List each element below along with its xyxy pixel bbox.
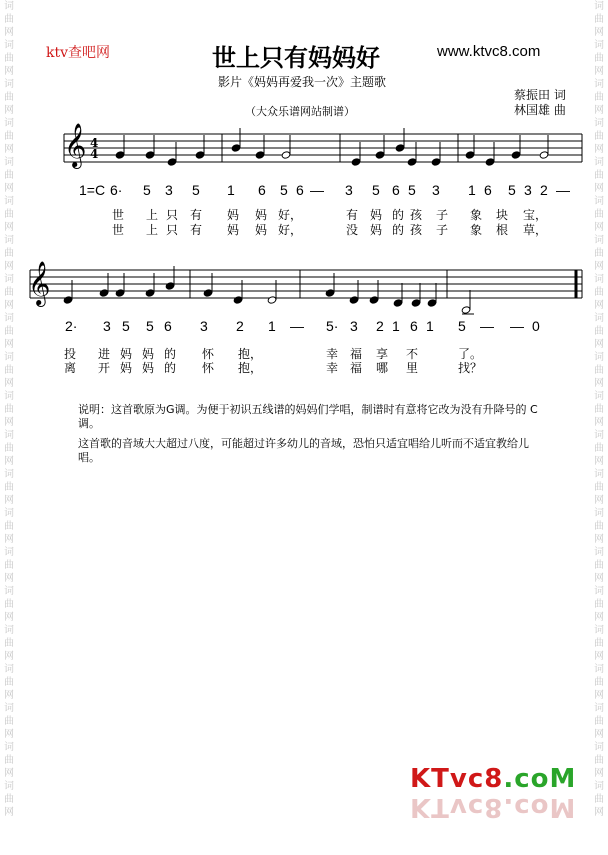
lyric-verse-1: 享 [376, 347, 389, 361]
note-head [145, 289, 155, 297]
watermark-glyph: 词 [594, 547, 604, 558]
treble-clef-2: 𝄞 [28, 261, 51, 305]
site-logo-reflection: KTvc8.coM [410, 792, 577, 822]
watermark-glyph: 词 [4, 547, 14, 558]
lyric-verse-1: 块 [496, 208, 509, 222]
lyric-verse-1: 上 [146, 208, 159, 222]
watermark-glyph: 网 [4, 339, 14, 350]
watermark-glyph: 网 [4, 534, 14, 545]
watermark-glyph: 曲 [594, 560, 604, 571]
note-head [407, 158, 417, 166]
watermark-glyph: 词 [594, 40, 604, 51]
lyric-verse-1: 只 [166, 208, 179, 222]
jianpu-note: 6 [484, 182, 492, 198]
watermark-glyph: 词 [4, 742, 14, 753]
watermark-glyph: 网 [594, 612, 604, 623]
watermark-glyph: 词 [594, 781, 604, 792]
jianpu-note: — [556, 182, 570, 198]
note-head [203, 289, 213, 297]
watermark-glyph: 词 [4, 586, 14, 597]
note-head [115, 289, 125, 297]
lyric-verse-1: 进 [98, 347, 111, 361]
note-head [195, 151, 205, 159]
watermark-glyph: 词 [4, 430, 14, 441]
lyric-verse-2: 抱， [238, 361, 263, 375]
watermark-glyph: 网 [4, 105, 14, 116]
watermark-glyph: 词 [594, 742, 604, 753]
lyric-verse-1: 象 [470, 208, 483, 222]
note-paragraph-1: 说明：这首歌原为G调。为便于初识五线谱的妈妈们学唱，制谱时有意将它改为没有升降号的 C 调。 [78, 403, 538, 430]
watermark-glyph: 曲 [4, 365, 14, 376]
lyric-verse-1: 幸 [326, 347, 339, 361]
jianpu-note: 5 [280, 182, 288, 198]
watermark-glyph: 曲 [4, 443, 14, 454]
lyric-verse-2: 离 [64, 361, 77, 375]
lyric-verse-2: 妈 [227, 223, 240, 237]
watermark-glyph: 曲 [4, 794, 14, 805]
lyric-verse-1: 妈 [370, 208, 383, 222]
watermark-glyph: 曲 [4, 287, 14, 298]
lyric-verse-2: 里 [406, 361, 419, 375]
watermark-glyph: 词 [4, 79, 14, 90]
jianpu-note: 3 [432, 182, 440, 198]
lyric-verse-2: 的 [392, 223, 405, 237]
note-paragraph-2: 这首歌的音域大大超过八度，可能超过许多幼儿的音域，恐怕只适宜唱给儿听而不适宜教给儿唱。 [78, 437, 529, 464]
watermark-glyph: 网 [4, 144, 14, 155]
watermark-glyph: 曲 [594, 794, 604, 805]
lyric-verse-2: 妈 [255, 223, 268, 237]
lyric-verse-2: 怀 [202, 361, 215, 375]
note-head [351, 158, 361, 166]
watermark-glyph: 词 [594, 118, 604, 129]
watermark-glyph: 网 [594, 768, 604, 779]
treble-clef-1: 𝄞 [64, 123, 87, 167]
jianpu-note: 3 [350, 318, 358, 334]
watermark-glyph: 网 [594, 144, 604, 155]
jianpu-note: 2· [65, 318, 78, 334]
watermark-glyph: 网 [594, 261, 604, 272]
jianpu-note: 5 [122, 318, 130, 334]
watermark-glyph: 网 [594, 807, 604, 818]
watermark-glyph: 词 [594, 469, 604, 480]
watermark-glyph: 曲 [4, 716, 14, 727]
watermark-glyph: 词 [594, 508, 604, 519]
lyric-verse-1: 子 [436, 208, 449, 222]
watermark-glyph: 曲 [594, 404, 604, 415]
lyric-verse-1: 抱， [238, 347, 263, 361]
watermark-glyph: 网 [594, 534, 604, 545]
note-head [267, 296, 277, 304]
jianpu-note: 0 [532, 318, 540, 334]
watermark-glyph: 网 [594, 183, 604, 194]
watermark-glyph: 网 [4, 183, 14, 194]
note-head [167, 158, 177, 166]
note-head [231, 144, 241, 152]
jianpu-note: 1 [468, 182, 476, 198]
watermark-glyph: 词 [4, 274, 14, 285]
watermark-glyph: 词 [594, 391, 604, 402]
lyric-verse-1: 的 [164, 347, 177, 361]
watermark-glyph: 词 [4, 313, 14, 324]
jianpu-note: 1 [392, 318, 400, 334]
watermark-glyph: 网 [4, 573, 14, 584]
site-url[interactable]: www.ktvc8.com [437, 43, 541, 60]
note-head [145, 151, 155, 159]
watermark-glyph: 曲 [4, 326, 14, 337]
watermark-glyph: 词 [4, 118, 14, 129]
lyric-verse-1: 妈 [255, 208, 268, 222]
lyric-verse-2: 子 [436, 223, 449, 237]
watermark-glyph: 曲 [594, 209, 604, 220]
watermark-glyph: 词 [594, 157, 604, 168]
jianpu-note: — [480, 318, 494, 334]
watermark-glyph: 词 [594, 625, 604, 636]
jianpu-note: 6 [392, 182, 400, 198]
watermark-glyph: 词 [594, 79, 604, 90]
jianpu-note: — [290, 318, 304, 334]
jianpu-note: 6 [296, 182, 304, 198]
jianpu-note: 2 [236, 318, 244, 334]
note-head [99, 289, 109, 297]
lyric-verse-1: 投 [64, 347, 77, 361]
lyric-verse-2: 妈 [120, 361, 133, 375]
lyric-verse-2: 只 [166, 223, 179, 237]
jianpu-note: 6 [164, 318, 172, 334]
watermark-glyph: 词 [4, 1, 14, 12]
watermark-glyph: 曲 [4, 170, 14, 181]
watermark-glyph: 词 [4, 391, 14, 402]
jianpu-note: 3 [165, 182, 173, 198]
watermark-glyph: 网 [4, 417, 14, 428]
watermark-glyph: 网 [594, 66, 604, 77]
watermark-glyph: 曲 [594, 170, 604, 181]
watermark-glyph: 曲 [594, 14, 604, 25]
watermark-glyph: 曲 [4, 677, 14, 688]
lyric-verse-2: 好， [278, 223, 303, 237]
lyric-verse-2: 有 [190, 223, 203, 237]
watermark-glyph: 网 [4, 651, 14, 662]
lyric-verse-2: 没 [346, 223, 359, 237]
jianpu-note: 5 [458, 318, 466, 334]
note-head [539, 151, 549, 159]
watermark-glyph: 曲 [4, 521, 14, 532]
note-head [393, 299, 403, 307]
note-head [427, 299, 437, 307]
watermark-glyph: 网 [4, 690, 14, 701]
watermark-glyph: 网 [594, 651, 604, 662]
jianpu-note: 1 [426, 318, 434, 334]
watermark-glyph: 词 [4, 196, 14, 207]
watermark-glyph: 网 [4, 378, 14, 389]
watermark-glyph: 网 [4, 300, 14, 311]
lyric-verse-2: 妈 [370, 223, 383, 237]
note-head [375, 151, 385, 159]
watermark-glyph: 曲 [594, 53, 604, 64]
watermark-glyph: 曲 [594, 287, 604, 298]
watermark-glyph: 词 [4, 40, 14, 51]
note-head [325, 289, 335, 297]
note-head [465, 151, 475, 159]
lyric-verse-2: 象 [470, 223, 483, 237]
watermark-glyph: 曲 [4, 755, 14, 766]
note-head [485, 158, 495, 166]
watermark-glyph: 词 [4, 235, 14, 246]
lyric-verse-1: 孩 [410, 208, 423, 222]
watermark-glyph: 曲 [594, 599, 604, 610]
watermark-glyph: 曲 [4, 248, 14, 259]
watermark-glyph: 曲 [4, 560, 14, 571]
note-head [281, 151, 291, 159]
watermark-glyph: 词 [594, 352, 604, 363]
watermark-glyph: 曲 [4, 209, 14, 220]
lyric-verse-2: 孩 [410, 223, 423, 237]
lyric-verse-1: 福 [350, 347, 363, 361]
lyric-verse-2: 根 [496, 223, 509, 237]
watermark-glyph: 网 [4, 768, 14, 779]
watermark-glyph: 网 [4, 27, 14, 38]
lyric-verse-1: 不 [406, 347, 419, 361]
watermark-glyph: 网 [4, 495, 14, 506]
jianpu-note: 5· [326, 318, 339, 334]
jianpu-note: 5 [372, 182, 380, 198]
watermark-glyph: 网 [4, 729, 14, 740]
watermark-glyph: 曲 [594, 638, 604, 649]
lyric-verse-2: 妈 [142, 361, 155, 375]
watermark-glyph: 曲 [594, 131, 604, 142]
watermark-glyph: 词 [594, 430, 604, 441]
note-head [395, 144, 405, 152]
subtitle: 影片《妈妈再爱我一次》主题歌 [218, 75, 387, 89]
site-tag[interactable]: ktv查吧网 [46, 45, 111, 61]
note-head [233, 296, 243, 304]
lyric-verse-1: 妈 [120, 347, 133, 361]
note-head [349, 296, 359, 304]
composer-credit: 林国雄 曲 [514, 103, 566, 117]
watermark-glyph: 曲 [594, 92, 604, 103]
watermark-glyph: 曲 [594, 716, 604, 727]
lyric-verse-2: 福 [350, 361, 363, 375]
lyric-verse-2: 草， [523, 223, 548, 237]
jianpu-note: 3 [200, 318, 208, 334]
watermark-glyph: 曲 [4, 482, 14, 493]
watermark-glyph: 词 [4, 703, 14, 714]
watermark-glyph: 词 [4, 352, 14, 363]
lyric-verse-2: 幸 [326, 361, 339, 375]
lyric-verse-1: 好， [278, 208, 303, 222]
score-maker: （大众乐谱网站制谱） [245, 105, 355, 118]
note-head [165, 282, 175, 290]
watermark-glyph: 词 [594, 586, 604, 597]
note-head [369, 296, 379, 304]
lyric-verse-1: 世 [112, 208, 125, 222]
watermark-glyph: 网 [594, 456, 604, 467]
watermark-glyph: 曲 [4, 131, 14, 142]
watermark-glyph: 词 [594, 703, 604, 714]
page-title: 世上只有妈妈好 [212, 44, 380, 72]
watermark-glyph: 词 [594, 235, 604, 246]
note-head [115, 151, 125, 159]
watermark-glyph: 曲 [594, 482, 604, 493]
jianpu-note: 1 [268, 318, 276, 334]
watermark-glyph: 词 [4, 781, 14, 792]
jianpu-note: — [510, 318, 524, 334]
watermark-glyph: 曲 [4, 92, 14, 103]
key-signature: 1=C [79, 182, 106, 198]
note-head [461, 306, 471, 314]
jianpu-note: 5 [508, 182, 516, 198]
lyricist-credit: 蔡振田 词 [514, 88, 566, 102]
site-logo-text: KTvc8.coM [410, 764, 577, 794]
watermark-glyph: 词 [594, 1, 604, 12]
jianpu-note: 6 [410, 318, 418, 334]
watermark-glyph: 曲 [594, 365, 604, 376]
lyric-verse-1: 怀 [202, 347, 215, 361]
watermark-glyph: 曲 [4, 404, 14, 415]
watermark-glyph: 网 [4, 66, 14, 77]
site-logo[interactable] [410, 764, 576, 794]
watermark-glyph: 曲 [594, 248, 604, 259]
watermark-glyph: 词 [4, 664, 14, 675]
watermark-glyph: 词 [4, 625, 14, 636]
watermark-glyph: 曲 [594, 755, 604, 766]
watermark-glyph: 网 [4, 222, 14, 233]
watermark-glyph: 网 [594, 690, 604, 701]
jianpu-note: 2 [376, 318, 384, 334]
lyric-verse-1: 的 [392, 208, 405, 222]
jianpu-note: 5 [143, 182, 151, 198]
watermark-glyph: 曲 [594, 677, 604, 688]
jianpu-note: 5 [146, 318, 154, 334]
watermark-glyph: 曲 [4, 599, 14, 610]
lyric-verse-1: 宝， [523, 208, 548, 222]
watermark-glyph: 网 [594, 222, 604, 233]
jianpu-note: 6· [110, 182, 123, 198]
watermark-glyph: 词 [594, 196, 604, 207]
watermark-glyph: 曲 [594, 521, 604, 532]
note-head [255, 151, 265, 159]
note-head [431, 158, 441, 166]
jianpu-note: 6 [258, 182, 266, 198]
lyric-verse-1: 有 [190, 208, 203, 222]
jianpu-note: 3 [524, 182, 532, 198]
lyric-verse-1: 有 [346, 208, 359, 222]
lyric-verse-2: 找？ [458, 361, 483, 375]
watermark-glyph: 网 [594, 378, 604, 389]
watermark-glyph: 网 [594, 729, 604, 740]
watermark-glyph: 网 [4, 456, 14, 467]
watermark-glyph: 词 [4, 508, 14, 519]
watermark-glyph: 网 [594, 27, 604, 38]
note-head [63, 296, 73, 304]
note-head [411, 299, 421, 307]
watermark-glyph: 网 [4, 807, 14, 818]
jianpu-note: 3 [103, 318, 111, 334]
watermark-glyph: 曲 [4, 53, 14, 64]
jianpu-note: 5 [408, 182, 416, 198]
lyric-verse-1: 了。 [458, 347, 483, 361]
lyric-verse-2: 哪 [376, 361, 389, 375]
watermark-glyph: 网 [594, 573, 604, 584]
lyric-verse-1: 妈 [227, 208, 240, 222]
watermark-glyph: 曲 [594, 326, 604, 337]
lyric-verse-1: 妈 [142, 347, 155, 361]
watermark-glyph: 曲 [4, 638, 14, 649]
watermark-glyph: 网 [594, 105, 604, 116]
watermark-glyph: 曲 [594, 443, 604, 454]
watermark-glyph: 网 [594, 300, 604, 311]
jianpu-note: 2 [540, 182, 548, 198]
watermark-glyph: 词 [594, 313, 604, 324]
watermark-glyph: 网 [594, 495, 604, 506]
lyric-verse-2: 开 [98, 361, 111, 375]
watermark-glyph: 词 [4, 469, 14, 480]
jianpu-note: 3 [345, 182, 353, 198]
watermark-glyph: 网 [4, 261, 14, 272]
lyric-verse-2: 世 [112, 223, 125, 237]
jianpu-note: 5 [192, 182, 200, 198]
watermark-glyph: 词 [594, 274, 604, 285]
jianpu-note: 1 [227, 182, 235, 198]
note-head [511, 151, 521, 159]
jianpu-note: — [310, 182, 324, 198]
watermark-glyph: 曲 [4, 14, 14, 25]
lyric-verse-2: 的 [164, 361, 177, 375]
watermark-glyph: 词 [4, 157, 14, 168]
watermark-glyph: 网 [594, 339, 604, 350]
time-signature: 4 4 [90, 136, 99, 161]
watermark-glyph: 网 [4, 612, 14, 623]
lyric-verse-2: 上 [146, 223, 159, 237]
watermark-glyph: 词 [594, 664, 604, 675]
watermark-glyph: 网 [594, 417, 604, 428]
